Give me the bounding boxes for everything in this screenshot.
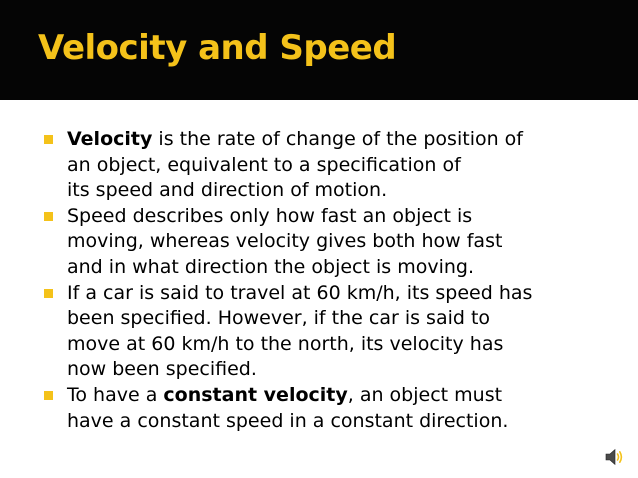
bullet-item: [42, 281, 612, 383]
line-text: To have a: [67, 383, 164, 406]
bullet-line: If a car is said to travel at 60 km/h, its speed has: [67, 281, 533, 304]
slide-title: Velocity and Speed: [38, 28, 397, 68]
term-constant-velocity: constant velocity: [163, 383, 348, 406]
line-text: is the rate of change of the position of: [152, 128, 523, 150]
bullet-line: move at 60 km/h to the north, its velocity has: [67, 332, 504, 355]
bullet-line: moving, whereas velocity gives both how fast: [67, 230, 503, 253]
bullet-line: and in what direction the object is moving.: [67, 255, 474, 278]
bullet-line: Speed describes only how fast an object is: [67, 204, 473, 227]
bullet-line: [67, 127, 612, 153]
bullet-line: been specified. However, if the car is said to: [67, 307, 491, 330]
bullet-square-icon: [44, 391, 53, 400]
bullet-list: [42, 127, 612, 434]
bullet-item: [42, 383, 612, 434]
speaker-icon[interactable]: [604, 447, 624, 467]
bullet-item: [42, 204, 612, 281]
bullet-square-icon: [44, 135, 53, 144]
bullet-square-icon: [44, 212, 53, 221]
bullet-item: [42, 127, 612, 204]
bullet-square-icon: [44, 289, 53, 298]
line-text: , an object must: [347, 383, 503, 406]
bullet-line: now been specified.: [67, 358, 257, 381]
title-bar: [0, 0, 638, 100]
bullet-line: have a constant speed in a constant direction.: [67, 409, 509, 432]
term-velocity: Velocity: [67, 128, 153, 150]
bullet-line: [67, 383, 612, 409]
bullet-line: its speed and direction of motion.: [67, 179, 388, 202]
bullet-line: an object, equivalent to a specification of: [67, 153, 461, 176]
